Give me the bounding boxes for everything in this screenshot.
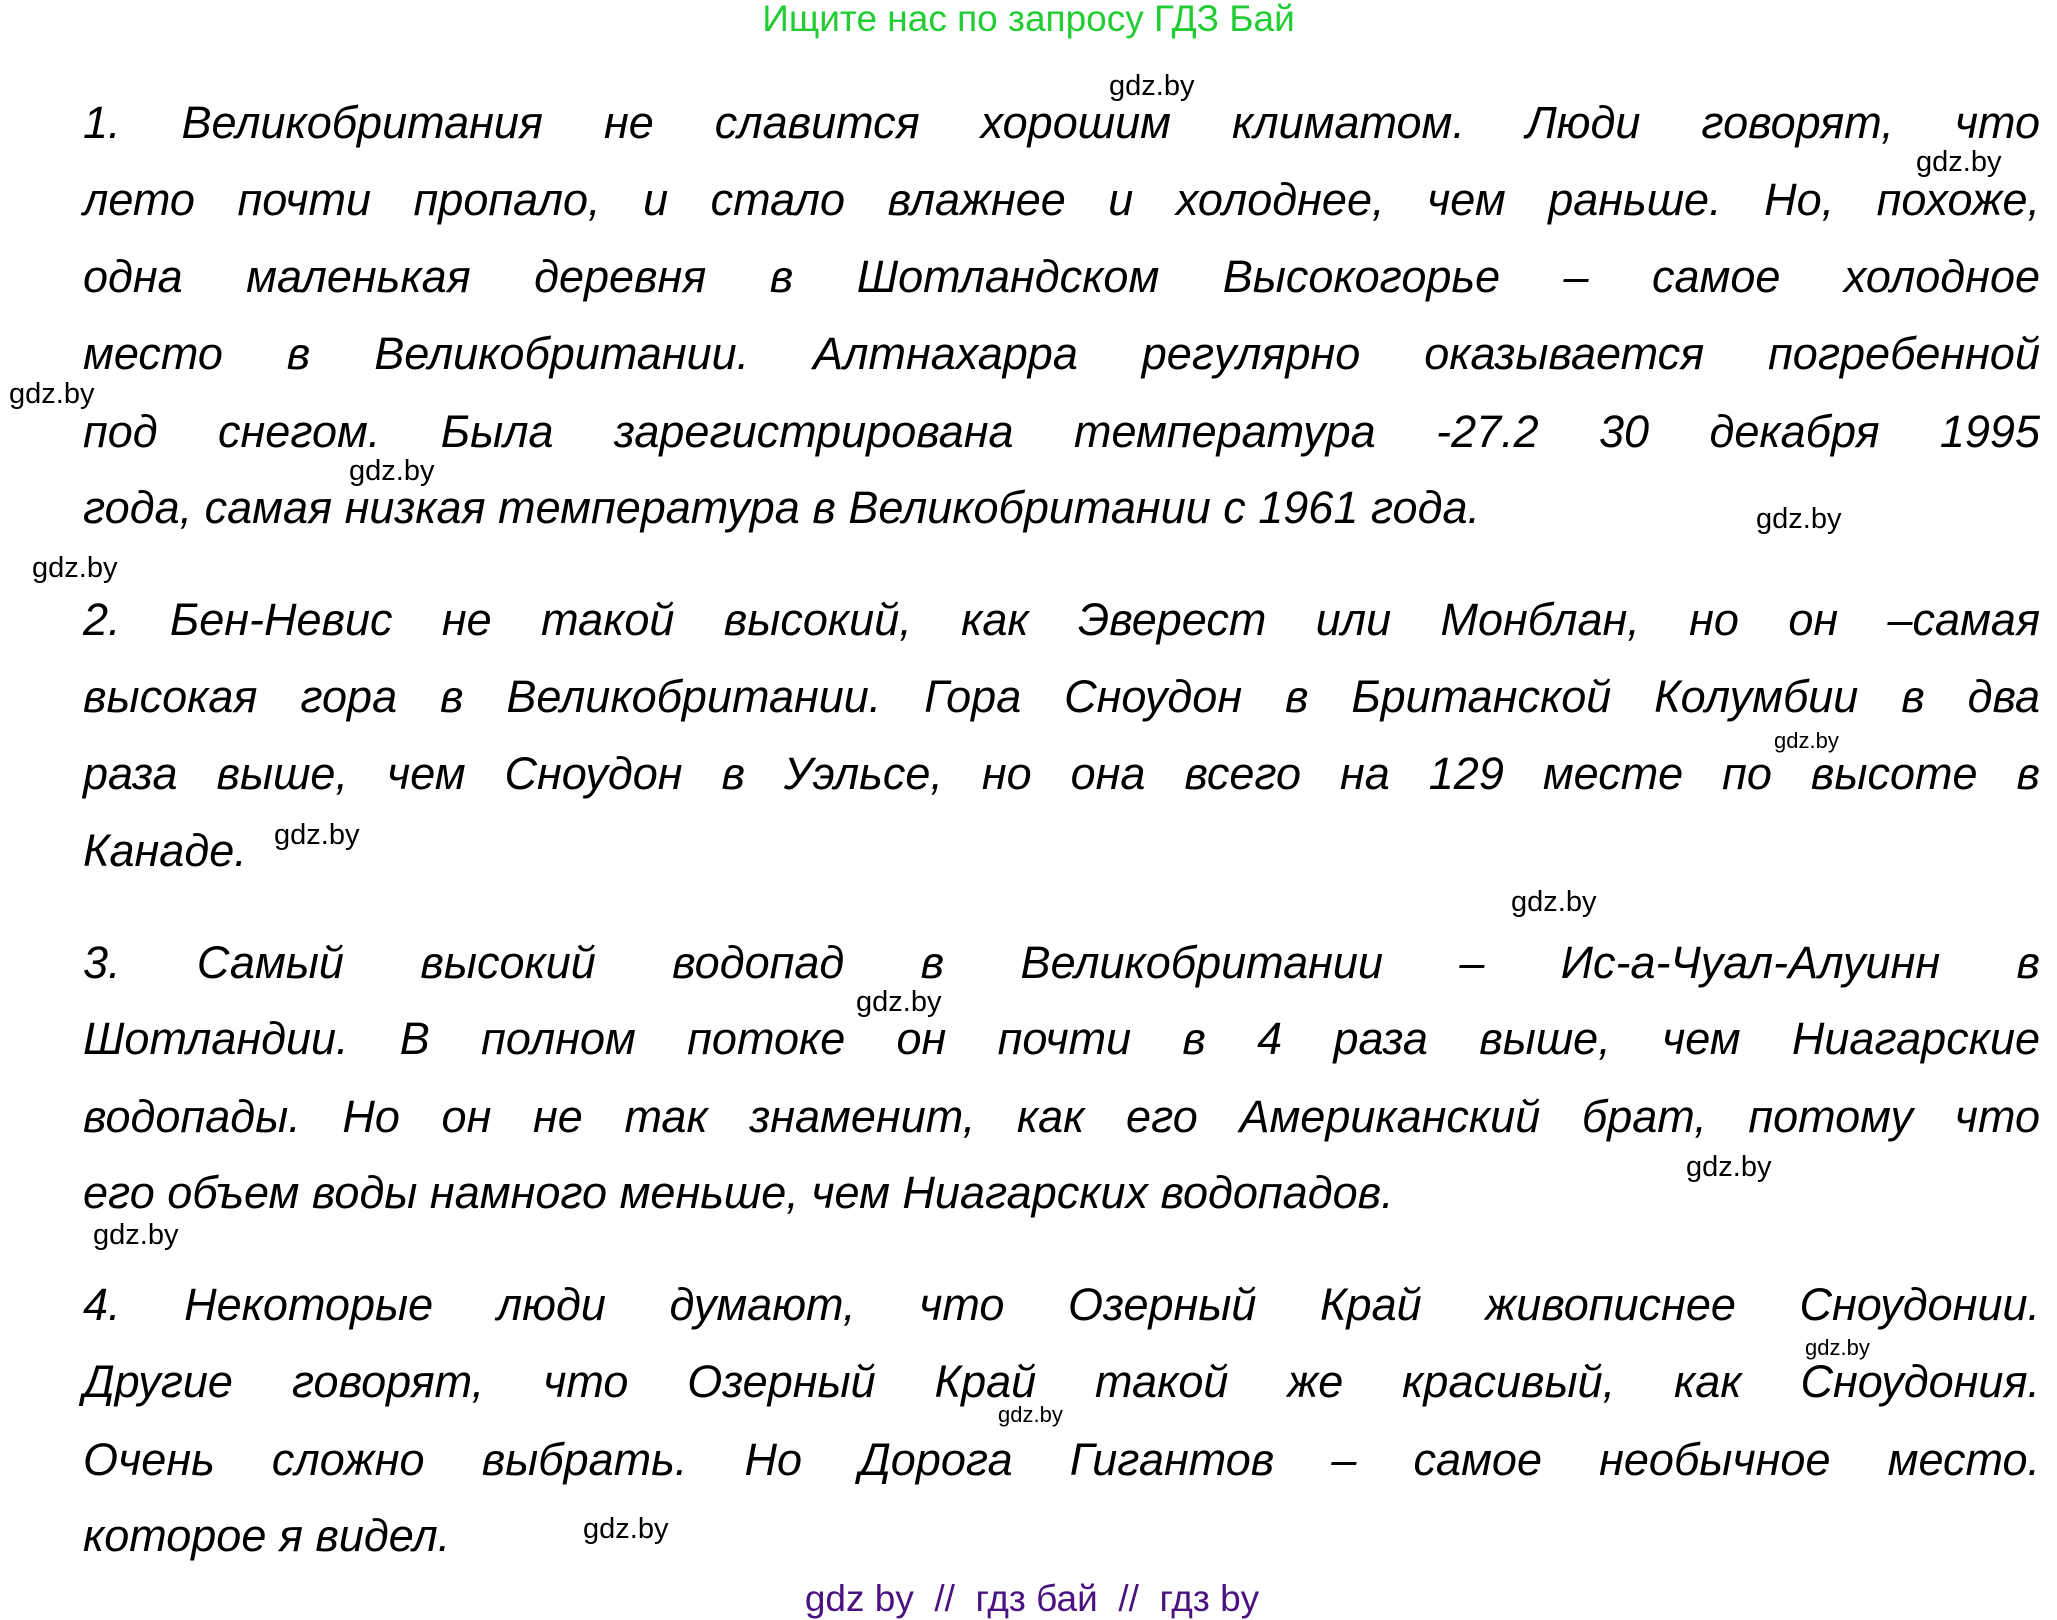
watermark-text: gdz.by [583,1513,669,1545]
watermark-text: gdz.by [32,552,118,584]
paragraph-2-line: раза выше, чем Сноудон в Уэльсе, но она всего на 129 месте по высоте в [83,748,2040,799]
paragraph-1-line: года, самая низкая температура в Великобритании с 1961 года. [83,482,1480,533]
watermark-text: gdz.by [274,819,360,851]
paragraph-4-line: которое я видел. [83,1510,451,1561]
watermark-text: gdz.by [9,378,95,410]
watermark-text: gdz.by [349,455,435,487]
watermark-text: gdz.by [1916,146,2002,178]
watermark-text: gdz.by [93,1219,179,1251]
paragraph-2-line: Канаде. [83,825,247,876]
paragraph-1-line: место в Великобритании. Алтнахарра регулярно оказывается погребенной [83,328,2040,379]
paragraph-4-line: Очень сложно выбрать. Но Дорога Гигантов – самое необычное место. [83,1434,2040,1485]
paragraph-2-line: 2. Бен-Невис не такой высокий, как Эверест или Монблан, но он –самая [83,594,2040,645]
search-hint-banner: Ищите нас по запросу ГДЗ Бай [762,0,1295,39]
watermark-text: gdz.by [998,1402,1063,1427]
watermark-text: gdz.by [1756,503,1842,535]
paragraph-2-line: высокая гора в Великобритании. Гора Сноудон в Британской Колумбии в два [83,671,2040,722]
paragraph-3-line: водопады. Но он не так знаменит, как его Американский брат, потому что [83,1091,2040,1142]
footer-links[interactable]: gdz by // гдз бай // гдз by [804,1578,1260,1619]
watermark-text: gdz.by [856,986,942,1018]
paragraph-3-line: его объем воды намного меньше, чем Ниагарских водопадов. [83,1167,1394,1218]
watermark-text: gdz.by [1511,886,1597,918]
paragraph-1-line: одна маленькая деревня в Шотландском Высокогорье – самое холодное [83,251,2040,302]
paragraph-4-line: 4. Некоторые люди думают, что Озерный Край живописнее Сноудонии. [83,1279,2040,1330]
paragraph-3-line: Шотландии. В полном потоке он почти в 4 раза выше, чем Ниагарские [83,1013,2040,1064]
watermark-text: gdz.by [1109,70,1195,102]
paragraph-1-line: 1. Великобритания не славится хорошим климатом. Люди говорят, что [83,97,2040,148]
watermark-text: gdz.by [1686,1151,1772,1183]
paragraph-1-line: лето почти пропало, и стало влажнее и холоднее, чем раньше. Но, похоже, [83,174,2040,225]
paragraph-3-line: 3. Самый высокий водопад в Великобритании – Ис-а-Чуал-Алуинн в [83,937,2040,988]
watermark-text: gdz.by [1805,1335,1870,1360]
paragraph-1-line: под снегом. Была зарегистрирована температура -27.2 30 декабря 1995 [83,406,2040,457]
paragraph-4-line: Другие говорят, что Озерный Край такой же красивый, как Сноудония. [83,1356,2040,1407]
watermark-text: gdz.by [1774,728,1839,753]
